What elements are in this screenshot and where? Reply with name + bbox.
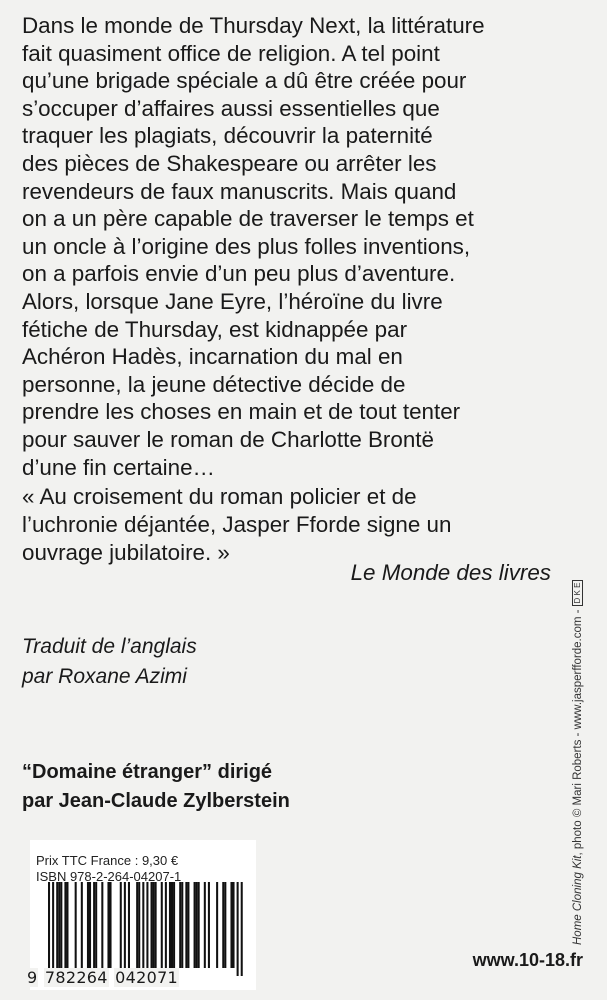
barcode-bar <box>136 882 138 968</box>
barcode-bar <box>87 882 89 968</box>
barcode-bar <box>216 882 218 968</box>
translation-line-2: par Roxane Azimi <box>22 665 187 688</box>
barcode-bar <box>64 882 66 968</box>
price-isbn-block <box>36 853 181 885</box>
barcode-bar <box>128 882 130 968</box>
isbn-text: ISBN 978-2-264-04207-1 <box>36 869 182 884</box>
blurb-line: fétiche de Thursday, est kidnappée par <box>22 316 408 342</box>
price-text: Prix TTC France : 9,30 € <box>36 853 179 868</box>
barcode-bar <box>173 882 175 968</box>
credit-url: - www.jasperfforde.com - <box>572 609 584 740</box>
blurb-line: on a un père capable de traverser le temps et <box>22 206 474 232</box>
translation-credit <box>22 632 197 692</box>
blurb-line: s’occuper d’affaires aussi essentielles que <box>22 95 440 121</box>
quote-line: « Au croisement du roman policier et de <box>22 484 417 509</box>
barcode-guard-bar <box>241 882 243 976</box>
barcode-guard-bar <box>146 882 148 976</box>
barcode-bar <box>171 882 173 968</box>
quote-source: Le Monde des livres <box>350 560 551 585</box>
barcode-bar <box>60 882 62 968</box>
barcode-guard-bar <box>48 882 50 976</box>
barcode-digit-first: 9 <box>27 968 38 987</box>
barcode-bar <box>56 882 58 968</box>
barcode-bar <box>95 882 97 968</box>
isbn-barcode <box>36 882 250 978</box>
blurb-line: qu’une brigade spéciale a dû être créée pour <box>22 68 467 94</box>
blurb-line: des pièces de Shakespeare ou arrêter les <box>22 150 437 176</box>
blurb-line: personne, la jeune détective décide de <box>22 371 406 397</box>
barcode-bar <box>222 882 224 968</box>
blurb-line: pour sauver le roman de Charlotte Brontë <box>22 426 434 452</box>
cover-credit <box>572 580 584 945</box>
blurb-text <box>22 12 592 481</box>
barcode-bar <box>75 882 77 968</box>
credit-photo: , photo © Mari Roberts <box>572 739 584 856</box>
translation-line-1: Traduit de l’anglais <box>22 635 197 658</box>
blurb-line: d’une fin certaine… <box>22 454 215 480</box>
barcode-bar <box>151 882 153 968</box>
barcode-bar <box>185 882 187 968</box>
barcode-bar <box>204 882 206 968</box>
credit-title: Home Cloning Kit <box>572 855 584 945</box>
barcode-bar <box>194 882 196 968</box>
barcode-bar <box>169 882 171 968</box>
barcode-bar <box>153 882 155 968</box>
blurb-line: un oncle à l’origine des plus folles inventions, <box>22 233 471 259</box>
quote-line: ouvrage jubilatoire. » <box>22 540 230 565</box>
blurb-line: Dans le monde de Thursday Next, la littérature <box>22 13 485 38</box>
barcode-bar <box>198 882 200 968</box>
barcode-bar <box>187 882 189 968</box>
blurb-line: Alors, lorsque Jane Eyre, l’héroïne du livre <box>22 288 443 314</box>
barcode-digits-left: 782264 <box>44 968 108 987</box>
barcode-bar <box>165 882 167 968</box>
collection-line-2: par Jean-Claude Zylberstein <box>22 790 290 812</box>
barcode-bar <box>161 882 163 968</box>
collection-credit <box>22 758 290 816</box>
barcode-bar <box>110 882 112 968</box>
press-quote <box>22 483 582 567</box>
quote-line: l’uchronie déjantée, Jasper Fforde signe un <box>22 512 452 537</box>
barcode-digits <box>26 968 179 987</box>
barcode-digits-right: 042071 <box>115 968 179 987</box>
barcode-bar <box>196 882 198 968</box>
barcode-bar <box>124 882 126 968</box>
barcode-guard-bar <box>52 882 54 976</box>
blurb-line: fait quasiment office de religion. A tel point <box>22 40 440 66</box>
barcode-bar <box>120 882 122 968</box>
barcode-bar <box>93 882 95 968</box>
barcode-guard-bar <box>142 882 144 976</box>
blurb-line: traquer les plagiats, découvrir la paternité <box>22 123 433 149</box>
barcode-bar <box>181 882 183 968</box>
blurb-line: revendeurs de faux manuscrits. Mais quand <box>22 178 457 204</box>
collection-line-1: “Domaine étranger” dirigé <box>22 761 273 783</box>
barcode-bar <box>81 882 83 968</box>
blurb-line: on a parfois envie d’un peu plus d’aventure. <box>22 261 456 287</box>
barcode-bar <box>89 882 91 968</box>
barcode-bar <box>66 882 68 968</box>
dke-logo: D K E <box>572 580 583 607</box>
barcode-bar <box>58 882 60 968</box>
blurb-line: prendre les choses en main et de tout tenter <box>22 399 461 425</box>
barcode-bar <box>233 882 235 968</box>
barcode-bar <box>107 882 109 968</box>
barcode-bar <box>138 882 140 968</box>
barcode-bar <box>224 882 226 968</box>
barcode-bar <box>179 882 181 968</box>
barcode-bar <box>155 882 157 968</box>
publisher-website: www.10-18.fr <box>472 950 583 970</box>
barcode-guard-bar <box>237 882 239 976</box>
barcode-bar <box>101 882 103 968</box>
barcode-bar <box>208 882 210 968</box>
blurb-line: Achéron Hadès, incarnation du mal en <box>22 344 403 370</box>
barcode-bar <box>230 882 232 968</box>
